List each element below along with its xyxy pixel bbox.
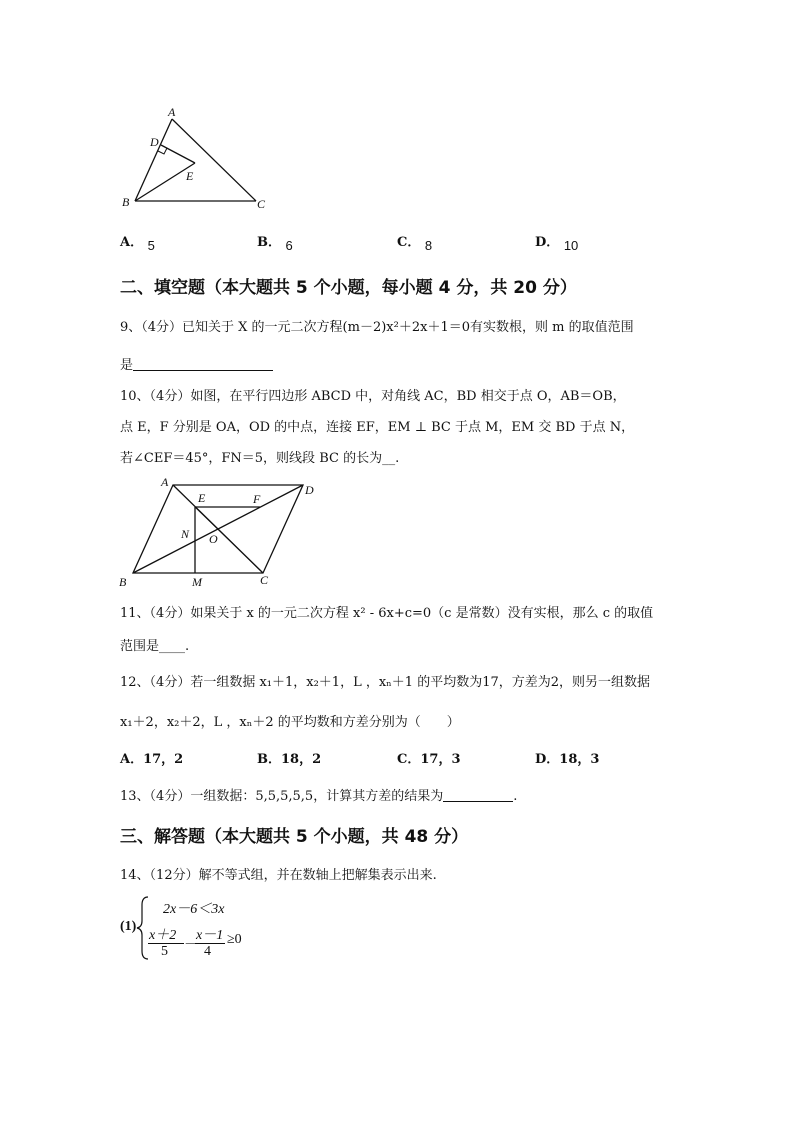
- q13-end: .: [513, 789, 518, 804]
- fraction-2-numerator: x－1: [196, 928, 224, 943]
- question-10-line-3: 若∠CEF＝45°，FN＝5，则线段 BC 的长为__.: [120, 451, 400, 466]
- question-11-line-1: 11、（4分）如果关于 x 的一元二次方程 x² - 6x+c=0（c 是常数）没有实根，那么 c 的取值: [120, 606, 654, 621]
- q12-option-a: [120, 748, 183, 767]
- option-letter: D．: [535, 752, 560, 767]
- option-value: 5: [147, 238, 155, 253]
- q12-option-c: [397, 748, 461, 767]
- option-letter: A．: [120, 235, 144, 250]
- fraction-1-numerator: x＋2: [149, 928, 177, 943]
- section-3-heading: 三、解答题（本大题共 5 个小题，共 48 分）: [120, 827, 469, 847]
- label-d: D: [305, 483, 314, 497]
- label-m: M: [192, 575, 202, 589]
- option-value: 18，2: [281, 752, 322, 767]
- option-value: 10: [563, 238, 579, 253]
- q8-option-a: [120, 231, 155, 253]
- option-value: 6: [285, 238, 293, 253]
- question-12-line-2: x₁＋2，x₂＋2，L ，xₙ＋2 的平均数和方差分别为（ ）: [120, 715, 460, 730]
- option-letter: D．: [535, 235, 560, 250]
- option-value: 17，3: [420, 752, 461, 767]
- inequality-2-rhs: ≥0: [227, 932, 242, 947]
- segment-de: [161, 145, 195, 163]
- question-10-line-1: 10、（4分）如图，在平行四边形 ABCD 中，对角线 AC，BD 相交于点 O，AB＝OB，: [120, 389, 626, 404]
- edge-ac: [172, 119, 256, 201]
- q14-part-1-label: (1): [120, 919, 137, 934]
- label-o: O: [209, 532, 218, 546]
- question-13: [120, 785, 517, 804]
- q8-option-b: [257, 231, 293, 253]
- q12-option-b: [257, 748, 321, 767]
- section-2-heading: 二、填空题（本大题共 5 个小题，每小题 4 分，共 20 分）: [120, 278, 577, 298]
- segment-ec: [195, 507, 263, 573]
- label-a: A: [161, 475, 169, 489]
- question-9-line-2: [120, 354, 273, 373]
- question-9-line-1: 9、（4分）已知关于 X 的一元二次方程(m－2)x²＋2x＋1＝0有实数根，则 m 的取值范围: [120, 320, 634, 335]
- option-value: 8: [424, 238, 433, 253]
- parallelogram-figure: [112, 472, 322, 592]
- label-d: D: [150, 135, 159, 149]
- question-10-line-2: 点 E，F 分别是 OA，OD 的中点，连接 EF，EM ⊥ BC 于点 M，EM 交 BD 于点 N，: [120, 420, 635, 435]
- label-b: B: [119, 575, 127, 589]
- question-12-line-1: 12、（4分）若一组数据 x₁＋1，x₂＋1，L ，xₙ＋1 的平均数为17，方差为2，则另一组数据: [120, 675, 651, 690]
- option-letter: B．: [257, 752, 281, 767]
- label-n: N: [181, 527, 190, 541]
- fraction-2-denominator: 4: [204, 944, 211, 959]
- q8-option-d: [535, 231, 579, 253]
- system-brace: [136, 895, 150, 961]
- answer-blank: [443, 787, 513, 802]
- q9-prefix: 是: [120, 358, 134, 373]
- answer-blank: [133, 356, 273, 371]
- option-letter: C．: [397, 235, 421, 250]
- option-letter: A．: [120, 752, 144, 767]
- option-letter: C．: [397, 752, 421, 767]
- right-angle-mark: [158, 148, 167, 154]
- label-c: C: [260, 573, 269, 587]
- option-letter: B．: [257, 235, 281, 250]
- inequality-1: 2x－6＜3x: [163, 902, 225, 917]
- label-f: F: [253, 492, 261, 506]
- label-c: C: [257, 197, 266, 211]
- q8-option-c: [397, 231, 433, 253]
- question-14: 14、（12分）解不等式组，并在数轴上把解集表示出来.: [120, 868, 437, 883]
- fraction-1-denominator: 5: [161, 944, 168, 959]
- triangle-figure: [110, 105, 280, 215]
- q13-text: 13、（4分）一组数据：5,5,5,5,5，计算其方差的结果为: [120, 789, 444, 804]
- minus-sign: －: [184, 938, 198, 953]
- label-b: B: [122, 195, 130, 209]
- label-a: A: [168, 105, 176, 119]
- option-value: 17，2: [143, 752, 184, 767]
- q12-option-d: [535, 748, 599, 767]
- option-value: 18，3: [559, 752, 600, 767]
- label-e: E: [186, 169, 194, 183]
- label-e: E: [198, 491, 206, 505]
- question-11-line-2: 范围是____.: [120, 639, 190, 654]
